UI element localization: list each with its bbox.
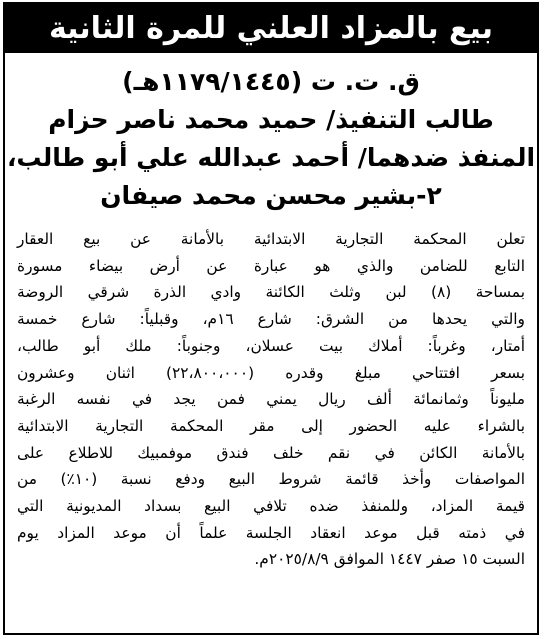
notice-body bbox=[5, 215, 537, 573]
case-number: ق. ت. ت (١١٧٩/١٤٤٥هـ) bbox=[122, 67, 420, 96]
body-line: المواصفات وأخذ قائمة شروط البيع ودفع نسبة (١٠٪) من bbox=[17, 470, 525, 489]
respondent-line-1: المنفذ ضدهما/ أحمد عبدالله علي أبو طالب، bbox=[6, 143, 536, 172]
body-line: في ذمته قبل موعد انعقاد الجلسة علماً أن موعد المزاد يوم bbox=[17, 523, 525, 542]
body-line: التابع للضامن والذي هو عبارة عن أرض بيضاء مسورة bbox=[17, 256, 525, 275]
body-line-last: السبت ١٥ صفر ١٤٤٧ الموافق ٢٠٢٥/٨/٩م. bbox=[254, 550, 525, 569]
body-line: بالشراء عليه الحضور إلى مقر المحكمة التجارية الابتدائية bbox=[17, 416, 525, 435]
notice-frame bbox=[3, 2, 539, 635]
body-line: تعلن المحكمة التجارية الابتدائية بالأمانة عن بيع العقار bbox=[17, 230, 525, 248]
body-line: بمساحة (٨) لبن وثلث الكائنة وادي الذرة شرقي الروضة bbox=[17, 283, 525, 302]
body-line: أمتار، وغرباً: أملاك بيت عسلان، وجنوباً: ملك أبو طالب، bbox=[17, 336, 525, 355]
body-line: بسعر افتتاحي مبلغ وقدره (٢٢،٨٠٠،٠٠٠) اثنان وعشرون bbox=[17, 363, 525, 382]
body-line: بالأمانة الكائن في نقم خلف فندق موفمبيك للاطلاع على bbox=[17, 443, 525, 462]
notice-headings bbox=[5, 53, 537, 215]
notice-title: بيع بالمزاد العلني للمرة الثانية bbox=[5, 4, 537, 53]
applicant-line: طالب التنفيذ/ حميد محمد ناصر حزام bbox=[48, 105, 494, 134]
body-line: مليوناً وثمانمائة ألف ريال يمني فمن يجد في نفسه الرغبة bbox=[17, 390, 525, 409]
respondent-line-2: ٢-بشير محسن محمد صيفان bbox=[100, 181, 442, 210]
body-line: قيمة المزاد، وللمنفذ ضده تلافي البيع بسداد المديونية التي bbox=[17, 497, 525, 516]
body-line: والتي يحدها من الشرق: شارع ١٦م، وقبلياً: شارع خمسة bbox=[17, 310, 525, 329]
